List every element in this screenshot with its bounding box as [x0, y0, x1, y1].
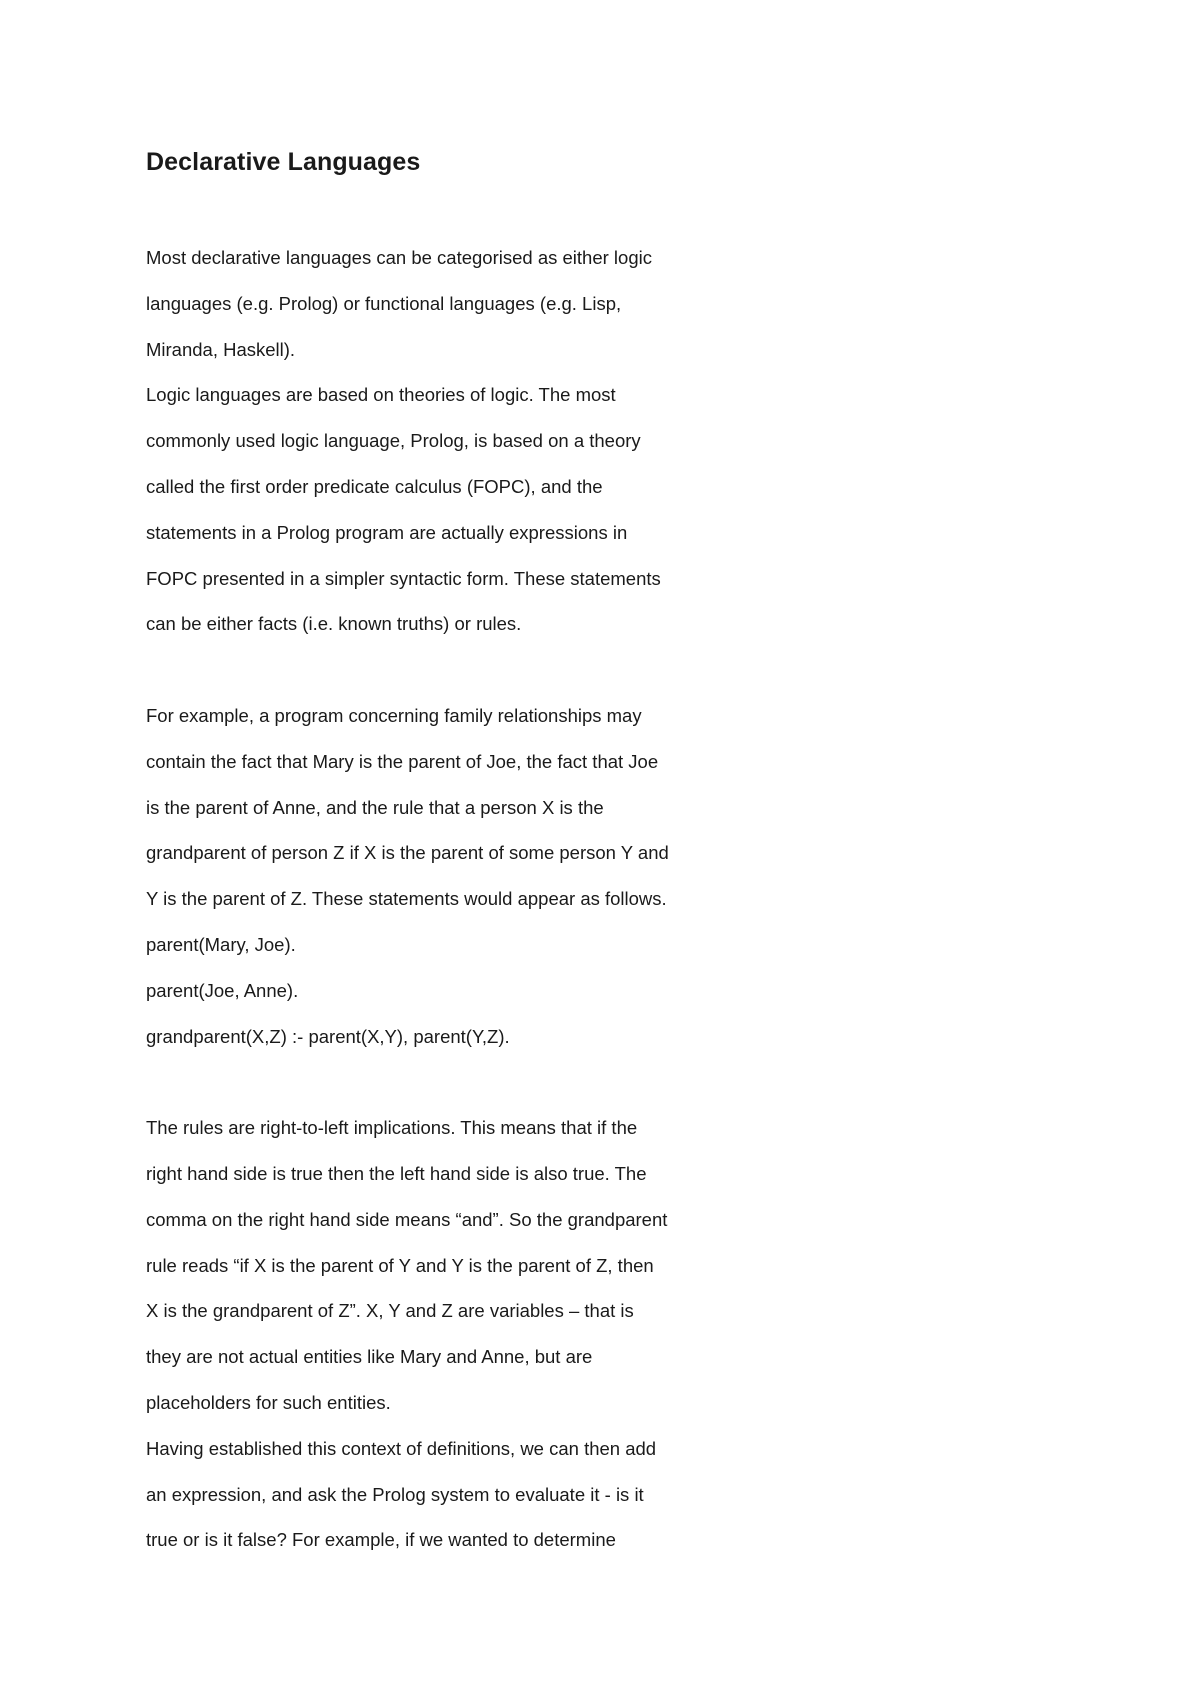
text-line: languages (e.g. Prolog) or functional languages (e.g. Lisp,	[146, 292, 622, 314]
blank-line	[146, 656, 1046, 702]
text-line: can be either facts (i.e. known truths) or rules.	[146, 613, 522, 635]
text-line: Y is the parent of Z. These statements would appear as follows.	[146, 888, 667, 910]
code-line: grandparent(X,Z) :- parent(X,Y), parent(Y,Z).	[146, 1025, 510, 1047]
text-line: comma on the right hand side means “and”. So the grandparent	[146, 1208, 668, 1230]
code-line: parent(Joe, Anne).	[146, 979, 299, 1001]
text-line: they are not actual entities like Mary and Anne, but are	[146, 1346, 593, 1368]
text-line: FOPC presented in a simpler syntactic form. These statements	[146, 567, 661, 589]
body-text	[146, 244, 1046, 1572]
text-line: right hand side is true then the left hand side is also true. The	[146, 1162, 647, 1184]
text-line: an expression, and ask the Prolog system to evaluate it - is it	[146, 1483, 644, 1505]
text-line: true or is it false? For example, if we wanted to determine	[146, 1529, 616, 1551]
code-line: parent(Mary, Joe).	[146, 933, 296, 955]
text-line: The rules are right-to-left implications. This means that if the	[146, 1117, 638, 1139]
text-line: placeholders for such entities.	[146, 1391, 391, 1413]
text-line: For example, a program concerning family relationships may	[146, 704, 642, 726]
text-line: Miranda, Haskell).	[146, 338, 296, 360]
text-line: Having established this context of definitions, we can then add	[146, 1437, 657, 1459]
text-line: rule reads “if X is the parent of Y and Y is the parent of Z, then	[146, 1254, 654, 1276]
text-line: Logic languages are based on theories of logic. The most	[146, 384, 616, 406]
text-line: called the first order predicate calculus (FOPC), and the	[146, 475, 603, 497]
text-line: Most declarative languages can be categorised as either logic	[146, 247, 652, 268]
text-line: grandparent of person Z if X is the parent of some person Y and	[146, 842, 669, 864]
text-line: X is the grandparent of Z”. X, Y and Z are variables – that is	[146, 1300, 634, 1322]
text-line: commonly used logic language, Prolog, is based on a theory	[146, 430, 641, 452]
text-line: statements in a Prolog program are actually expressions in	[146, 521, 628, 543]
text-line: is the parent of Anne, and the rule that a person X is the	[146, 796, 604, 818]
page-title: Declarative Languages	[146, 148, 421, 176]
blank-line	[146, 1068, 1046, 1114]
text-line: contain the fact that Mary is the parent of Joe, the fact that Joe	[146, 750, 659, 772]
